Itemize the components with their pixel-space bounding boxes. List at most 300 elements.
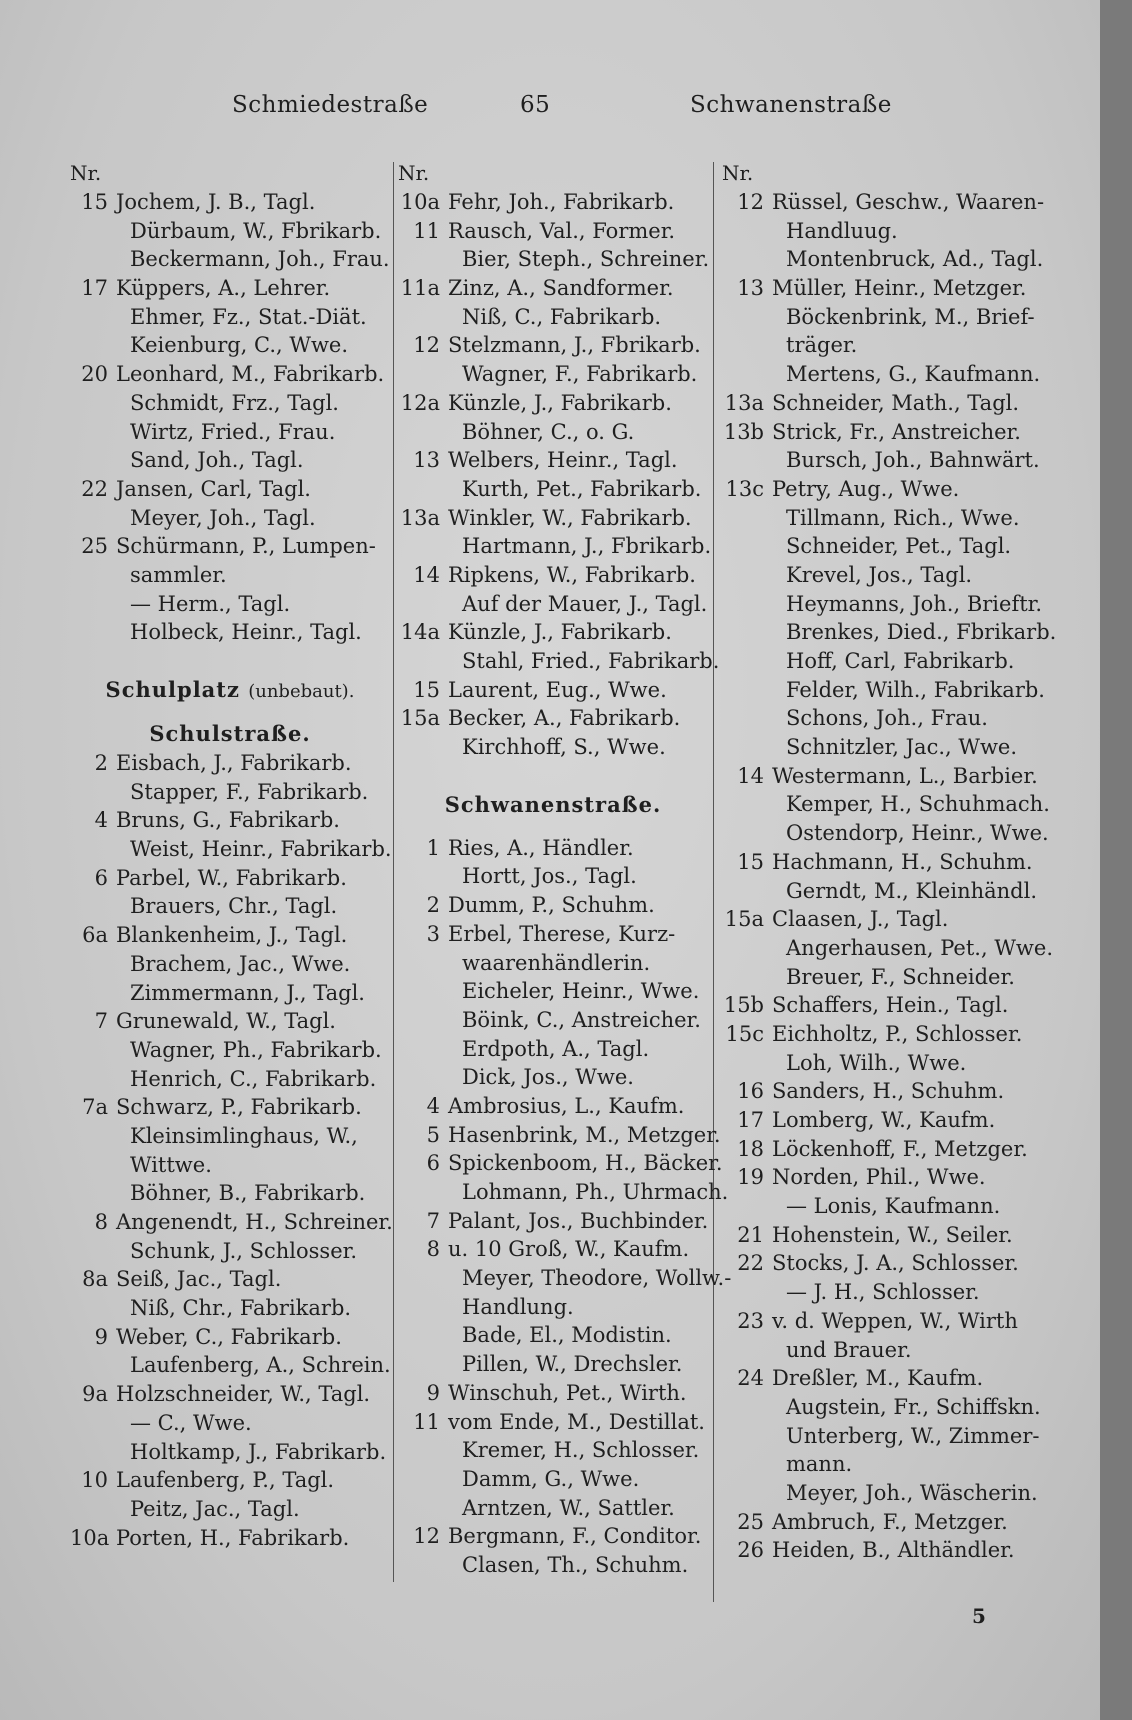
resident-name: Leonhard, M., Fabrikarb. bbox=[116, 362, 385, 387]
list-item bbox=[722, 733, 1032, 762]
list-item bbox=[722, 991, 1032, 1020]
page-number: 65 bbox=[520, 92, 551, 118]
house-number: 4 bbox=[94, 808, 108, 833]
list-item bbox=[398, 1063, 708, 1092]
house-number bbox=[70, 1409, 116, 1438]
list-item bbox=[70, 1065, 390, 1094]
house-number: 2 bbox=[94, 751, 108, 775]
house-number: 22 bbox=[81, 476, 108, 501]
resident-name: Löckenhoff, F., Metzger. bbox=[772, 1136, 1028, 1161]
resident-name: Wirtz, Fried., Frau. bbox=[130, 419, 336, 444]
list-item bbox=[398, 977, 708, 1006]
list-item bbox=[398, 217, 708, 246]
list-item bbox=[722, 360, 1041, 389]
house-number bbox=[70, 1351, 116, 1380]
resident-name: Angenendt, H., Schreiner. bbox=[116, 1210, 393, 1234]
resident-name: Holtkamp, J., Fabrikarb. bbox=[130, 1439, 387, 1464]
list-item bbox=[398, 1350, 708, 1379]
resident-name: Müller, Heinr., Metzger. bbox=[772, 276, 1027, 301]
resident-name: Pillen, W., Drechsler. bbox=[462, 1352, 683, 1377]
list-item bbox=[70, 1036, 390, 1065]
house-number: 13a bbox=[724, 390, 764, 415]
list-item bbox=[398, 834, 708, 863]
house-number: 8a bbox=[82, 1267, 108, 1292]
section-heading-schulplatz bbox=[70, 675, 390, 705]
resident-name: Stahl, Fried., Fabrikarb. bbox=[462, 649, 720, 673]
list-item bbox=[398, 704, 708, 733]
resident-name: Dumm, P., Schuhm. bbox=[448, 893, 655, 918]
list-item bbox=[722, 1450, 1032, 1479]
house-number bbox=[398, 590, 448, 619]
list-item bbox=[398, 360, 708, 389]
resident-name: Schnitzler, Jac., Wwe. bbox=[786, 735, 1018, 760]
resident-name: Ambrosius, L., Kaufm. bbox=[448, 1093, 685, 1118]
list-item bbox=[70, 532, 390, 561]
house-number: 13b bbox=[723, 419, 764, 444]
resident-name: Kurth, Pet., Fabrikarb. bbox=[462, 476, 702, 501]
list-item bbox=[398, 561, 708, 590]
house-number bbox=[398, 1264, 448, 1293]
house-number bbox=[722, 934, 772, 963]
resident-name: Schunk, J., Schlosser. bbox=[130, 1238, 358, 1263]
list-item bbox=[722, 819, 1049, 848]
list-item bbox=[70, 1351, 390, 1380]
list-item bbox=[398, 920, 708, 949]
list-item bbox=[722, 905, 1032, 934]
resident-name: Montenbruck, Ad., Tagl. bbox=[786, 247, 1044, 272]
list-item bbox=[70, 418, 390, 447]
list-item bbox=[398, 891, 708, 920]
house-number: 17 bbox=[81, 276, 108, 301]
resident-name: Sand, Joh., Tagl. bbox=[130, 448, 304, 473]
resident-name: Jochem, J. B., Tagl. bbox=[116, 190, 316, 214]
list-item bbox=[398, 1436, 708, 1465]
list-item bbox=[398, 504, 708, 533]
resident-name: Porten, H., Fabrikarb. bbox=[116, 1525, 350, 1550]
resident-name: Küppers, A., Lehrer. bbox=[116, 276, 331, 301]
house-number: 7 bbox=[426, 1208, 440, 1233]
list-item bbox=[70, 389, 390, 418]
list-item bbox=[722, 647, 1032, 676]
house-number: 11 bbox=[413, 218, 440, 243]
column-3 bbox=[722, 158, 1057, 1565]
list-item bbox=[722, 1135, 1032, 1164]
list-item bbox=[398, 618, 708, 647]
list-item bbox=[398, 1522, 708, 1551]
house-number: 13c bbox=[725, 476, 764, 501]
list-item bbox=[70, 806, 390, 835]
list-item bbox=[398, 303, 708, 332]
resident-name: Tillmann, Rich., Wwe. bbox=[786, 505, 1020, 530]
resident-name: Brauers, Chr., Tagl. bbox=[130, 894, 338, 919]
resident-name: Meyer, Theodore, Wollw.- bbox=[462, 1266, 732, 1291]
list-item bbox=[722, 475, 1032, 504]
resident-name: Parbel, W., Fabrikarb. bbox=[116, 865, 347, 890]
resident-name: Ripkens, W., Fabrikarb. bbox=[448, 562, 696, 587]
house-number: 15 bbox=[737, 849, 764, 874]
house-number bbox=[722, 877, 772, 906]
resident-name: Grunewald, W., Tagl. bbox=[116, 1009, 336, 1034]
house-number bbox=[722, 532, 772, 561]
resident-name: Becker, A., Fabrikarb. bbox=[448, 706, 681, 731]
resident-name: Weist, Heinr., Fabrikarb. bbox=[130, 837, 392, 862]
resident-name: Sanders, H., Schuhm. bbox=[772, 1079, 1005, 1104]
house-number bbox=[70, 590, 116, 619]
list-item bbox=[398, 1207, 708, 1236]
list-item bbox=[70, 1122, 390, 1151]
house-number: 12 bbox=[413, 333, 440, 358]
house-number: 23 bbox=[737, 1308, 764, 1333]
list-item bbox=[722, 1364, 1032, 1393]
list-item bbox=[70, 1007, 390, 1036]
resident-name: waarenhändlerin. bbox=[462, 950, 651, 975]
house-number bbox=[722, 245, 772, 274]
house-number bbox=[398, 245, 448, 274]
list-item bbox=[722, 590, 1043, 619]
page-edge bbox=[1100, 0, 1132, 1720]
resident-name: Kleinsimlinghaus, W., bbox=[130, 1123, 358, 1148]
house-number bbox=[70, 1065, 116, 1094]
resident-name: Holbeck, Heinr., Tagl. bbox=[130, 620, 362, 645]
house-number bbox=[722, 963, 772, 992]
list-item bbox=[398, 733, 708, 762]
list-item bbox=[398, 1235, 708, 1264]
resident-name: Schmidt, Frz., Tagl. bbox=[130, 390, 339, 415]
list-item bbox=[70, 217, 390, 246]
house-number bbox=[722, 733, 772, 762]
list-item bbox=[70, 1208, 393, 1237]
resident-name: Handlung. bbox=[462, 1294, 574, 1319]
resident-name: — C., Wwe. bbox=[130, 1410, 252, 1435]
list-item bbox=[722, 618, 1057, 647]
resident-name: Eichholtz, P., Schlosser. bbox=[772, 1021, 1023, 1046]
list-item bbox=[70, 561, 390, 590]
resident-name: Wittwe. bbox=[130, 1152, 212, 1177]
house-number bbox=[398, 360, 448, 389]
house-number bbox=[722, 1479, 772, 1508]
resident-name: Hasenbrink, M., Metzger. bbox=[448, 1122, 721, 1147]
list-item bbox=[70, 274, 390, 303]
house-number bbox=[722, 1422, 772, 1451]
house-number bbox=[70, 245, 116, 274]
resident-name: Brenkes, Died., Fbrikarb. bbox=[786, 620, 1057, 645]
house-number bbox=[398, 303, 448, 332]
list-item bbox=[398, 1494, 708, 1523]
list-item bbox=[722, 676, 1045, 705]
list-item bbox=[70, 892, 390, 921]
house-number bbox=[722, 1278, 772, 1307]
list-item bbox=[722, 532, 1032, 561]
house-number: 13 bbox=[413, 448, 440, 473]
list-item bbox=[722, 790, 1050, 819]
resident-name: Handluug. bbox=[786, 218, 898, 243]
list-item bbox=[398, 1551, 708, 1580]
resident-name: Arntzen, W., Sattler. bbox=[462, 1495, 675, 1520]
house-number bbox=[70, 1151, 116, 1180]
list-item bbox=[70, 1495, 390, 1524]
list-item bbox=[722, 1393, 1041, 1422]
house-number bbox=[722, 1049, 772, 1078]
house-number: 1 bbox=[426, 835, 440, 860]
house-number bbox=[398, 1321, 448, 1350]
list-item bbox=[70, 360, 390, 389]
resident-name: Ries, A., Händler. bbox=[448, 835, 634, 860]
resident-name: Winschuh, Pet., Wirth. bbox=[448, 1380, 687, 1405]
list-item bbox=[398, 949, 708, 978]
resident-name: Gerndt, M., Kleinhändl. bbox=[786, 878, 1038, 903]
list-item bbox=[70, 303, 390, 332]
resident-name: Niß, Chr., Fabrikarb. bbox=[130, 1296, 352, 1321]
resident-name: Kirchhoff, S., Wwe. bbox=[462, 735, 666, 760]
house-number bbox=[70, 303, 116, 332]
house-number bbox=[398, 1551, 448, 1580]
list-item bbox=[398, 532, 712, 561]
list-item bbox=[722, 1307, 1032, 1336]
resident-name: Felder, Wilh., Fabrikarb. bbox=[786, 677, 1045, 702]
list-item bbox=[70, 778, 390, 807]
list-item bbox=[70, 979, 390, 1008]
spacer bbox=[70, 705, 390, 719]
resident-name: träger. bbox=[786, 333, 858, 358]
resident-name: mann. bbox=[786, 1452, 853, 1477]
list-item bbox=[722, 1106, 1032, 1135]
resident-name: Dick, Jos., Wwe. bbox=[462, 1065, 634, 1090]
house-number: 3 bbox=[426, 921, 440, 946]
resident-name: Bursch, Joh., Bahnwärt. bbox=[786, 448, 1040, 473]
house-number: 7 bbox=[94, 1009, 108, 1034]
house-number bbox=[398, 1178, 448, 1207]
resident-name: Schaffers, Hein., Tagl. bbox=[772, 993, 1009, 1018]
column-2 bbox=[398, 158, 732, 1580]
house-number bbox=[722, 790, 772, 819]
list-item bbox=[398, 1465, 708, 1494]
entry-list bbox=[398, 188, 720, 762]
entry-list bbox=[70, 749, 393, 1552]
house-number: 24 bbox=[737, 1366, 764, 1391]
house-number: 13a bbox=[400, 505, 440, 530]
resident-name: Blankenheim, J., Tagl. bbox=[116, 923, 348, 948]
house-number: 2 bbox=[426, 893, 440, 918]
house-number: 14 bbox=[413, 562, 440, 587]
house-number bbox=[722, 647, 772, 676]
house-number: 9a bbox=[82, 1382, 108, 1407]
list-item bbox=[398, 1293, 708, 1322]
list-item bbox=[398, 676, 708, 705]
house-number: 14 bbox=[737, 763, 764, 788]
list-item bbox=[70, 188, 390, 217]
resident-name: Lomberg, W., Kaufm. bbox=[772, 1108, 996, 1132]
house-number bbox=[722, 676, 772, 705]
resident-name: Peitz, Jac., Tagl. bbox=[130, 1496, 300, 1521]
house-number bbox=[70, 618, 116, 647]
resident-name: Ehmer, Fz., Stat.-Diät. bbox=[130, 304, 367, 329]
house-number: 10a bbox=[70, 1525, 110, 1550]
resident-name: — J. H., Schlosser. bbox=[786, 1280, 980, 1305]
list-item bbox=[722, 245, 1044, 274]
resident-name: Fehr, Joh., Fabrikarb. bbox=[448, 190, 675, 214]
resident-name: Spickenboom, H., Bäcker. bbox=[448, 1151, 723, 1176]
list-item bbox=[70, 331, 390, 360]
resident-name: Holzschneider, W., Tagl. bbox=[116, 1382, 371, 1407]
house-number: 6 bbox=[426, 1151, 440, 1176]
section-title: Schulplatz bbox=[105, 677, 240, 702]
list-item bbox=[722, 1278, 1032, 1307]
resident-name: Wagner, F., Fabrikarb. bbox=[462, 362, 698, 387]
house-number bbox=[70, 1237, 116, 1266]
entry-list bbox=[398, 834, 732, 1580]
resident-name: Hartmann, J., Fbrikarb. bbox=[462, 534, 712, 559]
resident-name: Welbers, Heinr., Tagl. bbox=[448, 448, 678, 473]
resident-name: Weber, C., Fabrikarb. bbox=[116, 1324, 342, 1349]
resident-name: Clasen, Th., Schuhm. bbox=[462, 1552, 689, 1577]
list-item bbox=[70, 864, 390, 893]
resident-name: sammler. bbox=[130, 562, 227, 587]
resident-name: Bier, Steph., Schreiner. bbox=[462, 247, 710, 272]
house-number bbox=[722, 331, 772, 360]
entry-list bbox=[70, 188, 390, 647]
house-number bbox=[70, 950, 116, 979]
spacer bbox=[70, 647, 390, 675]
house-number: 20 bbox=[81, 362, 108, 387]
resident-name: Eicheler, Heinr., Wwe. bbox=[462, 979, 700, 1004]
resident-name: Laurent, Eug., Wwe. bbox=[448, 677, 667, 702]
list-item bbox=[722, 848, 1032, 877]
house-number: 15 bbox=[413, 677, 440, 702]
house-number: 8 bbox=[426, 1237, 440, 1262]
house-number bbox=[722, 1336, 772, 1365]
house-number: 17 bbox=[737, 1108, 764, 1132]
list-item bbox=[70, 1237, 390, 1266]
house-number bbox=[398, 532, 448, 561]
list-item bbox=[722, 1508, 1032, 1537]
resident-name: Kemper, H., Schuhmach. bbox=[786, 792, 1050, 817]
list-item bbox=[398, 274, 708, 303]
house-number bbox=[722, 1450, 772, 1479]
resident-name: Krevel, Jos., Tagl. bbox=[786, 562, 973, 587]
resident-name: Böckenbrink, M., Brief- bbox=[786, 304, 1035, 329]
house-number bbox=[70, 1122, 116, 1151]
house-number: 5 bbox=[426, 1122, 440, 1147]
house-number: 15b bbox=[723, 993, 764, 1018]
header-right-street: Schwanenstraße bbox=[690, 92, 892, 118]
resident-name: Palant, Jos., Buchbinder. bbox=[448, 1208, 709, 1233]
resident-name: Rausch, Val., Former. bbox=[448, 218, 676, 243]
resident-name: Damm, G., Wwe. bbox=[462, 1466, 640, 1491]
house-number bbox=[398, 1436, 448, 1465]
list-item bbox=[398, 389, 708, 418]
list-item bbox=[70, 1265, 390, 1294]
house-number bbox=[70, 561, 116, 590]
resident-name: Stocks, J. A., Schlosser. bbox=[772, 1251, 1019, 1276]
resident-name: Dürbaum, W., Fbrikarb. bbox=[130, 218, 382, 243]
house-number: 25 bbox=[81, 534, 108, 559]
house-number: 15c bbox=[725, 1021, 764, 1046]
house-number bbox=[722, 618, 772, 647]
list-item bbox=[398, 1408, 708, 1437]
house-number bbox=[398, 1035, 448, 1064]
list-item bbox=[722, 331, 1032, 360]
list-item bbox=[70, 1524, 390, 1553]
list-item bbox=[722, 762, 1038, 791]
list-item bbox=[398, 1264, 732, 1293]
list-item bbox=[70, 618, 390, 647]
resident-name: vom Ende, M., Destillat. bbox=[448, 1409, 705, 1434]
resident-name: Erbel, Therese, Kurz- bbox=[448, 921, 676, 946]
house-number: 12a bbox=[400, 390, 440, 415]
house-number bbox=[70, 1495, 116, 1524]
house-number bbox=[722, 303, 772, 332]
list-item bbox=[722, 877, 1038, 906]
house-number bbox=[398, 1006, 448, 1035]
house-number bbox=[722, 360, 772, 389]
list-item bbox=[722, 1422, 1040, 1451]
resident-name: Henrich, C., Fabrikarb. bbox=[130, 1066, 377, 1091]
house-number: 25 bbox=[737, 1509, 764, 1534]
house-number: 12 bbox=[413, 1524, 440, 1549]
house-number bbox=[722, 819, 772, 848]
resident-name: Hachmann, H., Schuhm. bbox=[772, 849, 1033, 874]
resident-name: Unterberg, W., Zimmer- bbox=[786, 1423, 1040, 1448]
resident-name: Schneider, Math., Tagl. bbox=[772, 390, 1020, 415]
list-item bbox=[722, 1336, 1032, 1365]
list-item bbox=[398, 647, 720, 676]
house-number: 26 bbox=[737, 1538, 764, 1563]
list-item bbox=[398, 1149, 723, 1178]
house-number: 11 bbox=[413, 1409, 440, 1434]
resident-name: Angerhausen, Pet., Wwe. bbox=[786, 935, 1053, 960]
entry-list bbox=[722, 188, 1057, 1565]
house-number: 15 bbox=[81, 190, 108, 214]
list-item bbox=[70, 504, 390, 533]
resident-name: Ostendorp, Heinr., Wwe. bbox=[786, 821, 1049, 846]
house-number bbox=[70, 1438, 116, 1467]
house-number bbox=[398, 949, 448, 978]
list-item bbox=[70, 446, 390, 475]
house-number: 4 bbox=[426, 1093, 440, 1118]
list-item bbox=[722, 934, 1053, 963]
list-item bbox=[722, 1163, 1032, 1192]
resident-name: Laufenberg, A., Schrein. bbox=[130, 1353, 391, 1378]
list-item bbox=[722, 561, 1032, 590]
resident-name: Heymanns, Joh., Brieftr. bbox=[786, 591, 1043, 616]
column-label: Nr. bbox=[70, 161, 102, 185]
list-item bbox=[722, 1536, 1032, 1565]
list-item bbox=[398, 418, 708, 447]
house-number bbox=[70, 835, 116, 864]
list-item bbox=[70, 1323, 390, 1352]
resident-name: Schons, Joh., Frau. bbox=[786, 706, 988, 731]
house-number bbox=[722, 504, 772, 533]
resident-name: Böink, C., Anstreicher. bbox=[462, 1007, 701, 1032]
house-number bbox=[70, 504, 116, 533]
list-item bbox=[722, 704, 1032, 733]
list-item bbox=[722, 1049, 1032, 1078]
house-number bbox=[722, 590, 772, 619]
list-item bbox=[398, 331, 708, 360]
list-item bbox=[398, 1121, 721, 1150]
house-number: 7a bbox=[82, 1095, 108, 1120]
house-number bbox=[70, 389, 116, 418]
house-number bbox=[398, 977, 448, 1006]
resident-name: Strick, Fr., Anstreicher. bbox=[772, 419, 1021, 444]
column-label: Nr. bbox=[722, 161, 754, 185]
resident-name: Schneider, Pet., Tagl. bbox=[786, 534, 1012, 559]
resident-name: Augstein, Fr., Schiffskn. bbox=[786, 1394, 1041, 1419]
resident-name: Breuer, F., Schneider. bbox=[786, 964, 1015, 989]
list-item bbox=[722, 1192, 1032, 1221]
house-number: 19 bbox=[737, 1165, 764, 1190]
resident-name: Wagner, Ph., Fabrikarb. bbox=[130, 1037, 382, 1062]
